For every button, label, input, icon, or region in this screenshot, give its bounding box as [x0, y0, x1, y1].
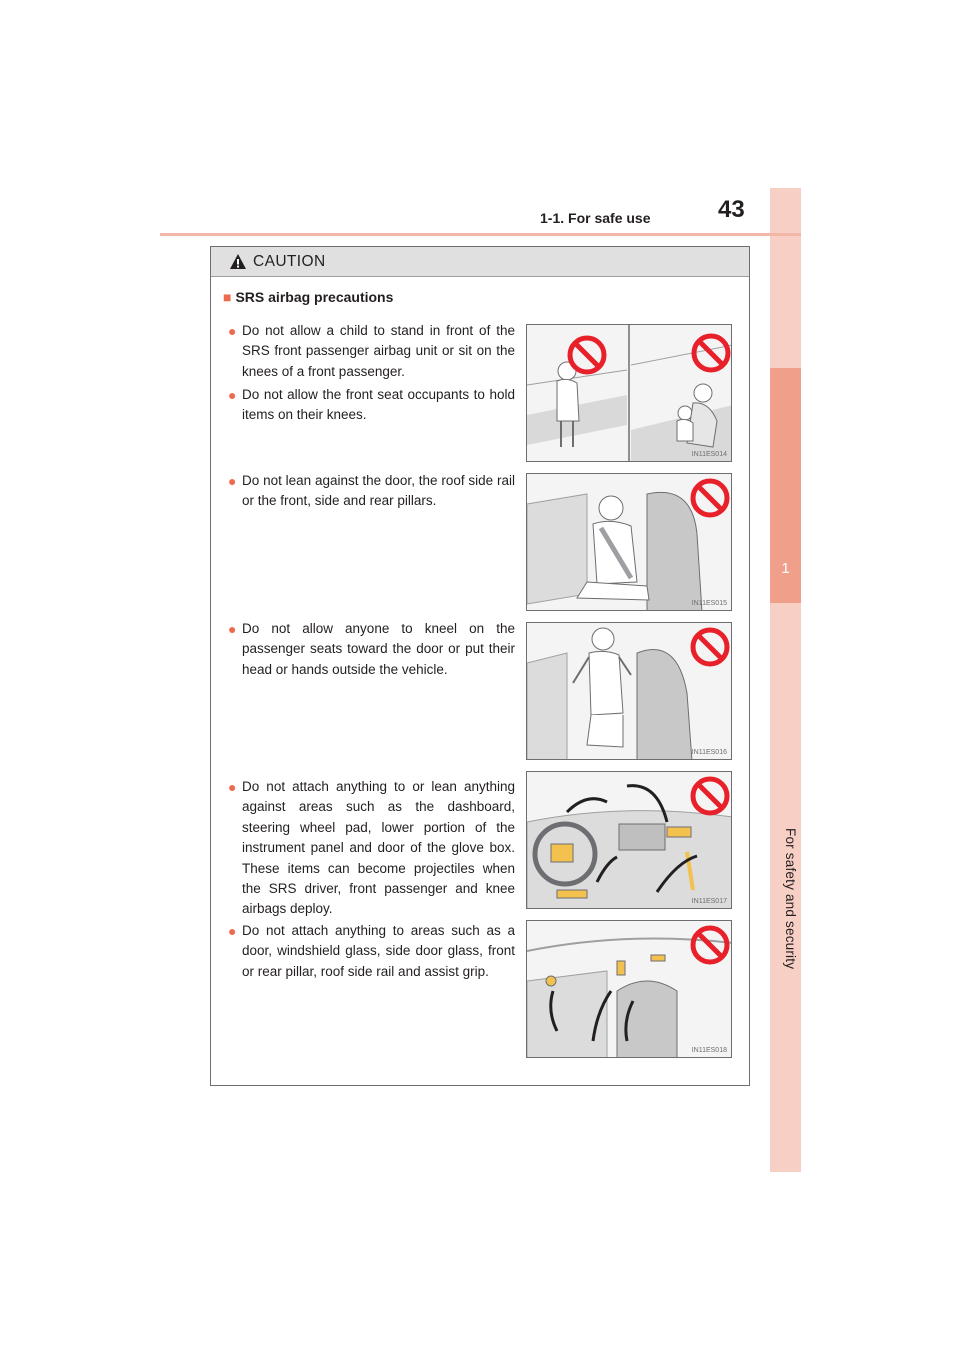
figure-id: IN11ES016: [691, 749, 727, 756]
page-number: 43: [718, 196, 745, 223]
illustration-dashboard-items: [526, 771, 732, 909]
caution-box: [210, 246, 750, 1086]
chapter-number: 1: [781, 560, 790, 577]
caution-item-text: Do not lean against the door, the roof side rail or the front, side and rear pillars.: [242, 473, 515, 509]
figure-id: IN11ES018: [691, 1047, 727, 1054]
illustration-kneel-seat: [526, 622, 732, 760]
warning-icon: [229, 253, 247, 270]
caution-item: [228, 471, 515, 512]
chapter-title: For safety and security: [783, 828, 798, 970]
caution-item: [228, 385, 515, 426]
chapter-side-tab: [770, 188, 801, 1172]
caution-item-text: Do not allow the front seat occupants to hold items on their knees.: [242, 387, 515, 423]
bullet: ●: [228, 621, 237, 637]
figure-id: IN11ES015: [691, 600, 727, 607]
figure-id: IN11ES017: [691, 898, 727, 905]
section-title: 1-1. For safe use: [540, 210, 651, 226]
caution-header: [211, 247, 749, 277]
caution-item-text: Do not attach anything to or lean anything against areas such as the dashboard, steering wheel pad, lower portion of the instrument panel and door of the glove box. These items can become projectiles when the SRS driver, front passenger and knee airbags deploy.: [242, 779, 515, 917]
caution-item-text: Do not allow a child to stand in front of the SRS front passenger airbag unit or sit on the knees of a front passenger.: [242, 323, 515, 379]
caution-item-text: Do not allow anyone to kneel on the passenger seats toward the door or put their head or hands outside the vehicle.: [242, 621, 515, 677]
illustration-lean-door: [526, 473, 732, 611]
caution-subheading: [223, 289, 393, 305]
subheading-text: SRS airbag precautions: [235, 289, 394, 305]
illustration-pillar-items: [526, 920, 732, 1058]
bullet: ●: [228, 323, 237, 339]
caution-item: [228, 619, 515, 680]
illustration-child-airbag: [526, 324, 732, 462]
caution-item-text: Do not attach anything to areas such as a door, windshield glass, side door glass, front or rear pillar, roof side rail and assist grip.: [242, 923, 515, 979]
header-rule: [160, 233, 801, 236]
caution-item: [228, 921, 515, 982]
caution-title: CAUTION: [253, 253, 326, 270]
bullet: ●: [228, 387, 237, 403]
bullet: ●: [228, 473, 237, 489]
caution-item: [228, 321, 515, 382]
bullet: ●: [228, 923, 237, 939]
bullet: ●: [228, 779, 237, 795]
subheading-marker: ■: [223, 289, 232, 305]
figure-id: IN11ES014: [691, 451, 727, 458]
caution-item: [228, 777, 515, 920]
